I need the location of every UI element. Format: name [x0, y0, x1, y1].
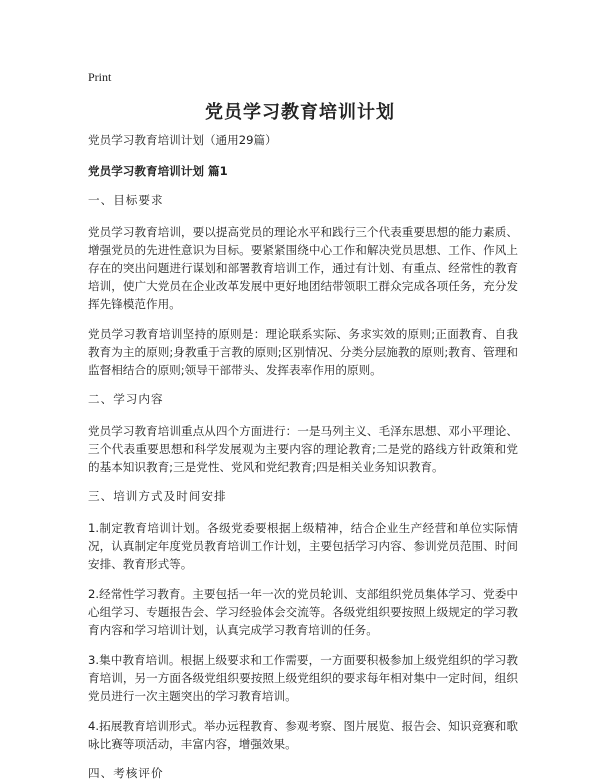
paragraph: 党员学习教育培训重点从四个方面进行：一是马列主义、毛泽东思想、邓小平理论、三个代表重要思想和科学发展观为主要内容的理论教育;二是党的路线方针政策和党的基本知识教育;三是党性、党风和党纪教育;四是相关业务知识教育。: [88, 424, 518, 474]
section-heading-goals: 一、目标要求: [88, 193, 164, 207]
document-subtitle: 党员学习教育培训计划（通用29篇）: [88, 133, 277, 147]
print-link[interactable]: Print: [88, 70, 112, 84]
section-heading-evaluation: 四、考核评价: [88, 766, 164, 780]
paragraph: 1.制定教育培训计划。各级党委要根据上级精神，结合企业生产经营和单位实际情况，认真制定年度党员教育培训工作计划，主要包括学习内容、参训党员范围、时间安排、教育形式等。: [88, 521, 518, 571]
document-body: [88, 130, 518, 782]
section-heading-content: 二、学习内容: [88, 392, 164, 406]
section-heading-methods: 三、培训方式及时间安排: [88, 489, 227, 503]
page-title: 党员学习教育培训计划: [205, 102, 395, 123]
paragraph: 党员学习教育培训，要以提高党员的理论水平和践行三个代表重要思想的能力素质、增强党员的先进性意识为目标。要紧紧围绕中心工作和解决党员思想、工作、作风上存在的突出问题进行谋划和部署教育培训工作，通过有计划、有重点、经常性的教育培训，使广大党员在企业改革发展中更好地团结带领职工群众完成各项任务，充分发挥先锋模范作用。: [88, 225, 518, 311]
article-heading: 党员学习教育培训计划 篇1: [88, 164, 228, 178]
paragraph: 3.集中教育培训。根据上级要求和工作需要，一方面要积极参加上级党组织的学习教育培训，另一方面各级党组织要按照上级党组织的要求每年相对集中一定时间，组织党员进行一次主题突出的学习教育培训。: [88, 653, 518, 703]
paragraph: 4.拓展教育培训形式。举办远程教育、参观考察、图片展览、报告会、知识竞赛和歌咏比赛等项活动，丰富内容，增强效果。: [88, 719, 518, 751]
paragraph: 党员学习教育培训坚持的原则是：理论联系实际、务求实效的原则;正面教育、自我教育为主的原则;身教重于言教的原则;区别情况、分类分层施教的原则;教育、管理和监督相结合的原则;领导干部带头、发挥表率作用的原则。: [88, 327, 518, 377]
paragraph: 2.经常性学习教育。主要包括一年一次的党员轮训、支部组织党员集体学习、党委中心组学习、专题报告会、学习经验体会交流等。各级党组织要按照上级规定的学习教育内容和学习培训计划，认真完成学习教育培训的任务。: [88, 587, 518, 637]
